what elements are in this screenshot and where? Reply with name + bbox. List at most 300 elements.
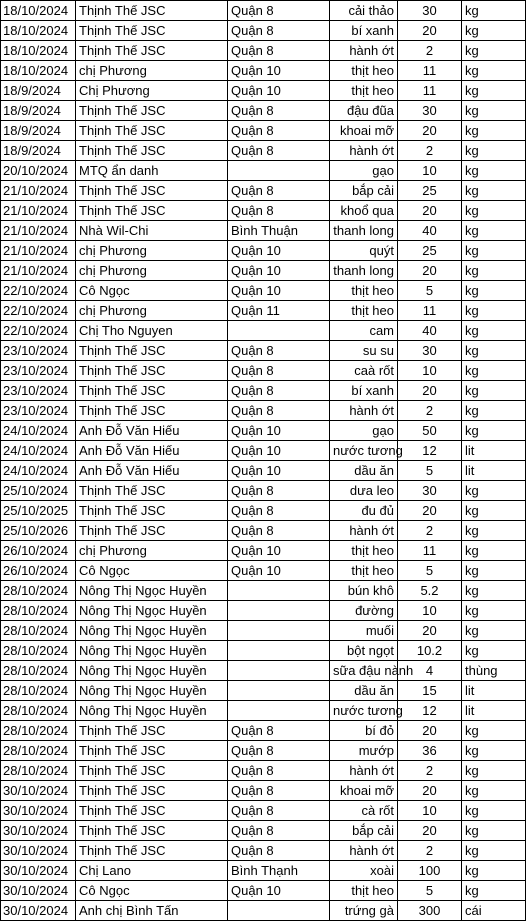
cell-quantity[interactable]: 2 [398, 841, 462, 861]
cell-unit[interactable]: kg [462, 261, 526, 281]
cell-quantity[interactable]: 2 [398, 761, 462, 781]
cell-item[interactable]: hành ớt [330, 401, 398, 421]
cell-district[interactable]: Quận 10 [228, 241, 330, 261]
cell-date[interactable]: 18/10/2024 [1, 1, 76, 21]
cell-item[interactable]: bí đỏ [330, 721, 398, 741]
cell-quantity[interactable]: 5 [398, 281, 462, 301]
cell-unit[interactable]: kg [462, 121, 526, 141]
cell-date[interactable]: 23/10/2024 [1, 381, 76, 401]
table-row [1, 261, 526, 281]
cell-donor[interactable]: Anh Đỗ Văn Hiếu [76, 421, 228, 441]
cell-district[interactable]: Quận 10 [228, 421, 330, 441]
cell-district[interactable] [228, 641, 330, 661]
cell-date[interactable]: 22/10/2024 [1, 321, 76, 341]
cell-donor[interactable]: Thịnh Thế JSC [76, 721, 228, 741]
cell-quantity[interactable]: 20 [398, 721, 462, 741]
cell-item[interactable]: su su [330, 341, 398, 361]
cell-quantity[interactable]: 2 [398, 401, 462, 421]
cell-donor[interactable]: Chị Phương [76, 81, 228, 101]
cell-district[interactable]: Quận 8 [228, 1, 330, 21]
cell-quantity[interactable]: 300 [398, 901, 462, 921]
cell-unit[interactable]: kg [462, 301, 526, 321]
cell-item[interactable]: mướp [330, 741, 398, 761]
cell-donor[interactable]: Thịnh Thế JSC [76, 41, 228, 61]
cell-item[interactable]: bột ngọt [330, 641, 398, 661]
cell-item[interactable]: gạo [330, 421, 398, 441]
cell-unit[interactable]: lit [462, 441, 526, 461]
cell-unit[interactable]: kg [462, 881, 526, 901]
cell-item[interactable]: gạo [330, 161, 398, 181]
cell-item[interactable]: khoai mỡ [330, 121, 398, 141]
cell-unit[interactable]: kg [462, 101, 526, 121]
cell-date[interactable]: 18/9/2024 [1, 141, 76, 161]
cell-item[interactable]: đường [330, 601, 398, 621]
cell-date[interactable]: 28/10/2024 [1, 621, 76, 641]
cell-quantity[interactable]: 11 [398, 61, 462, 81]
cell-unit[interactable]: kg [462, 761, 526, 781]
cell-unit[interactable]: kg [462, 541, 526, 561]
cell-district[interactable] [228, 321, 330, 341]
cell-donor[interactable]: chị Phương [76, 541, 228, 561]
cell-district[interactable]: Quận 8 [228, 21, 330, 41]
cell-district[interactable]: Quận 10 [228, 881, 330, 901]
table-row [1, 221, 526, 241]
cell-unit[interactable]: kg [462, 721, 526, 741]
cell-item[interactable]: thịt heo [330, 301, 398, 321]
cell-unit[interactable]: kg [462, 581, 526, 601]
cell-quantity[interactable]: 4 [398, 661, 462, 681]
table-row [1, 801, 526, 821]
cell-date[interactable]: 24/10/2024 [1, 421, 76, 441]
cell-district[interactable]: Quận 8 [228, 781, 330, 801]
cell-unit[interactable]: kg [462, 381, 526, 401]
cell-quantity[interactable]: 20 [398, 781, 462, 801]
cell-date[interactable]: 20/10/2024 [1, 161, 76, 181]
cell-item[interactable]: hành ớt [330, 761, 398, 781]
cell-unit[interactable]: kg [462, 861, 526, 881]
cell-district[interactable]: Quận 8 [228, 41, 330, 61]
cell-item[interactable]: dưa leo [330, 481, 398, 501]
cell-item[interactable]: cam [330, 321, 398, 341]
table-row [1, 1, 526, 21]
cell-donor[interactable]: Thịnh Thế JSC [76, 821, 228, 841]
cell-quantity[interactable]: 25 [398, 181, 462, 201]
cell-donor[interactable]: Thịnh Thế JSC [76, 841, 228, 861]
cell-district[interactable]: Quận 10 [228, 541, 330, 561]
cell-date[interactable]: 25/10/2026 [1, 521, 76, 541]
cell-item[interactable]: nước tương [330, 441, 398, 461]
cell-unit[interactable]: kg [462, 501, 526, 521]
cell-item[interactable]: bí xanh [330, 21, 398, 41]
cell-unit[interactable]: lit [462, 701, 526, 721]
cell-quantity[interactable]: 5 [398, 561, 462, 581]
cell-donor[interactable]: Thịnh Thế JSC [76, 201, 228, 221]
cell-unit[interactable]: kg [462, 41, 526, 61]
cell-date[interactable]: 30/10/2024 [1, 801, 76, 821]
cell-quantity[interactable]: 11 [398, 301, 462, 321]
cell-quantity[interactable]: 12 [398, 441, 462, 461]
cell-item[interactable]: quýt [330, 241, 398, 261]
table-row [1, 521, 526, 541]
cell-item[interactable]: hành ớt [330, 41, 398, 61]
cell-date[interactable]: 30/10/2024 [1, 781, 76, 801]
cell-quantity[interactable]: 2 [398, 41, 462, 61]
cell-date[interactable]: 21/10/2024 [1, 221, 76, 241]
cell-donor[interactable]: Nông Thị Ngọc Huyền [76, 681, 228, 701]
cell-unit[interactable]: kg [462, 281, 526, 301]
cell-item[interactable]: dầu ăn [330, 681, 398, 701]
cell-donor[interactable]: Cô Ngọc [76, 281, 228, 301]
cell-unit[interactable]: kg [462, 781, 526, 801]
table-row [1, 201, 526, 221]
cell-item[interactable]: muối [330, 621, 398, 641]
table-row [1, 401, 526, 421]
cell-date[interactable]: 18/9/2024 [1, 81, 76, 101]
cell-date[interactable]: 21/10/2024 [1, 261, 76, 281]
cell-unit[interactable]: kg [462, 21, 526, 41]
cell-quantity[interactable]: 20 [398, 821, 462, 841]
cell-quantity[interactable]: 5 [398, 461, 462, 481]
table-body [1, 1, 526, 921]
cell-item[interactable]: caà rốt [330, 361, 398, 381]
cell-donor[interactable]: Anh chị Bình Tấn [76, 901, 228, 921]
cell-item[interactable]: sữa đậu nành [330, 661, 398, 681]
cell-item[interactable]: bún khô [330, 581, 398, 601]
cell-unit[interactable]: kg [462, 221, 526, 241]
cell-date[interactable]: 30/10/2024 [1, 821, 76, 841]
cell-date[interactable]: 22/10/2024 [1, 301, 76, 321]
cell-donor[interactable]: Chị Lano [76, 861, 228, 881]
table-row [1, 481, 526, 501]
cell-unit[interactable]: kg [462, 401, 526, 421]
cell-item[interactable]: xoài [330, 861, 398, 881]
table-row [1, 101, 526, 121]
cell-district[interactable]: Quận 10 [228, 281, 330, 301]
cell-unit[interactable]: kg [462, 81, 526, 101]
cell-donor[interactable]: Thịnh Thế JSC [76, 401, 228, 421]
cell-quantity[interactable]: 40 [398, 321, 462, 341]
cell-quantity[interactable]: 50 [398, 421, 462, 441]
cell-unit[interactable]: kg [462, 601, 526, 621]
cell-date[interactable]: 28/10/2024 [1, 761, 76, 781]
cell-item[interactable]: thanh long [330, 261, 398, 281]
cell-district[interactable]: Quận 10 [228, 81, 330, 101]
table-row [1, 641, 526, 661]
cell-donor[interactable]: Nông Thị Ngọc Huyền [76, 621, 228, 641]
cell-date[interactable]: 28/10/2024 [1, 641, 76, 661]
cell-quantity[interactable]: 10 [398, 361, 462, 381]
table-row [1, 341, 526, 361]
cell-donor[interactable]: Thịnh Thế JSC [76, 121, 228, 141]
cell-quantity[interactable]: 10 [398, 161, 462, 181]
cell-unit[interactable]: kg [462, 181, 526, 201]
cell-donor[interactable]: Thịnh Thế JSC [76, 741, 228, 761]
cell-district[interactable] [228, 601, 330, 621]
cell-donor[interactable]: Nông Thị Ngọc Huyền [76, 701, 228, 721]
cell-date[interactable]: 30/10/2024 [1, 881, 76, 901]
cell-date[interactable]: 28/10/2024 [1, 681, 76, 701]
cell-district[interactable]: Quận 8 [228, 201, 330, 221]
cell-date[interactable]: 30/10/2024 [1, 841, 76, 861]
cell-unit[interactable]: kg [462, 201, 526, 221]
cell-district[interactable]: Quận 8 [228, 101, 330, 121]
cell-item[interactable]: thịt heo [330, 881, 398, 901]
cell-quantity[interactable]: 10.2 [398, 641, 462, 661]
cell-unit[interactable]: kg [462, 141, 526, 161]
cell-district[interactable]: Quận 10 [228, 261, 330, 281]
cell-date[interactable]: 23/10/2024 [1, 361, 76, 381]
cell-unit[interactable]: kg [462, 621, 526, 641]
cell-quantity[interactable]: 2 [398, 141, 462, 161]
cell-unit[interactable]: kg [462, 521, 526, 541]
cell-item[interactable]: cà rốt [330, 801, 398, 821]
cell-date[interactable]: 23/10/2024 [1, 341, 76, 361]
cell-unit[interactable]: kg [462, 321, 526, 341]
cell-item[interactable]: thanh long [330, 221, 398, 241]
cell-item[interactable]: nước tương [330, 701, 398, 721]
cell-donor[interactable]: Thịnh Thế JSC [76, 801, 228, 821]
cell-quantity[interactable]: 20 [398, 21, 462, 41]
cell-quantity[interactable]: 30 [398, 481, 462, 501]
cell-unit[interactable]: kg [462, 161, 526, 181]
cell-date[interactable]: 21/10/2024 [1, 181, 76, 201]
cell-district[interactable] [228, 621, 330, 641]
cell-district[interactable]: Quận 10 [228, 461, 330, 481]
cell-donor[interactable]: Thịnh Thế JSC [76, 341, 228, 361]
cell-unit[interactable]: lit [462, 681, 526, 701]
cell-date[interactable]: 25/10/2025 [1, 501, 76, 521]
cell-quantity[interactable]: 30 [398, 341, 462, 361]
cell-item[interactable]: thịt heo [330, 541, 398, 561]
cell-date[interactable]: 24/10/2024 [1, 441, 76, 461]
cell-donor[interactable]: Thịnh Thế JSC [76, 381, 228, 401]
cell-date[interactable]: 30/10/2024 [1, 861, 76, 881]
cell-unit[interactable]: kg [462, 561, 526, 581]
cell-quantity[interactable]: 20 [398, 381, 462, 401]
cell-quantity[interactable]: 11 [398, 81, 462, 101]
cell-district[interactable]: Bình Thạnh [228, 861, 330, 881]
cell-donor[interactable]: chị Phương [76, 61, 228, 81]
cell-district[interactable]: Quận 8 [228, 121, 330, 141]
cell-unit[interactable]: kg [462, 241, 526, 261]
cell-quantity[interactable]: 20 [398, 121, 462, 141]
cell-item[interactable]: thịt heo [330, 561, 398, 581]
cell-donor[interactable]: Nhà Wil-Chi [76, 221, 228, 241]
cell-donor[interactable]: Cô Ngọc [76, 881, 228, 901]
cell-item[interactable]: thịt heo [330, 61, 398, 81]
cell-date[interactable]: 22/10/2024 [1, 281, 76, 301]
cell-district[interactable]: Quận 8 [228, 381, 330, 401]
cell-unit[interactable]: lit [462, 461, 526, 481]
cell-date[interactable]: 25/10/2024 [1, 481, 76, 501]
cell-donor[interactable]: Chị Tho Nguyen [76, 321, 228, 341]
cell-date[interactable]: 18/10/2024 [1, 21, 76, 41]
cell-district[interactable]: Quận 8 [228, 501, 330, 521]
cell-quantity[interactable]: 15 [398, 681, 462, 701]
cell-quantity[interactable]: 30 [398, 101, 462, 121]
cell-unit[interactable]: kg [462, 421, 526, 441]
cell-donor[interactable]: Thịnh Thế JSC [76, 181, 228, 201]
cell-district[interactable]: Quận 8 [228, 741, 330, 761]
cell-item[interactable]: bí xanh [330, 381, 398, 401]
cell-quantity[interactable]: 5 [398, 881, 462, 901]
cell-quantity[interactable]: 25 [398, 241, 462, 261]
cell-date[interactable]: 18/9/2024 [1, 101, 76, 121]
cell-district[interactable] [228, 701, 330, 721]
cell-item[interactable]: cải thảo [330, 1, 398, 21]
cell-item[interactable]: bắp cải [330, 821, 398, 841]
cell-quantity[interactable]: 100 [398, 861, 462, 881]
cell-date[interactable]: 28/10/2024 [1, 601, 76, 621]
cell-donor[interactable]: Thịnh Thế JSC [76, 21, 228, 41]
table-row [1, 561, 526, 581]
cell-donor[interactable]: Thịnh Thế JSC [76, 781, 228, 801]
cell-date[interactable]: 21/10/2024 [1, 241, 76, 261]
cell-item[interactable]: khoai mỡ [330, 781, 398, 801]
cell-item[interactable]: đu đủ [330, 501, 398, 521]
cell-unit[interactable]: thùng [462, 661, 526, 681]
cell-item[interactable]: đậu đũa [330, 101, 398, 121]
cell-unit[interactable]: kg [462, 741, 526, 761]
table-row [1, 901, 526, 921]
cell-district[interactable]: Quận 8 [228, 481, 330, 501]
cell-unit[interactable]: kg [462, 821, 526, 841]
cell-date[interactable]: 18/10/2024 [1, 41, 76, 61]
cell-quantity[interactable]: 20 [398, 201, 462, 221]
cell-district[interactable]: Quận 8 [228, 401, 330, 421]
cell-donor[interactable]: Thịnh Thế JSC [76, 101, 228, 121]
cell-quantity[interactable]: 12 [398, 701, 462, 721]
table-row [1, 541, 526, 561]
cell-quantity[interactable]: 20 [398, 261, 462, 281]
cell-donor[interactable]: MTQ ẩn danh [76, 161, 228, 181]
cell-donor[interactable]: chị Phương [76, 261, 228, 281]
cell-donor[interactable]: Nông Thị Ngọc Huyền [76, 661, 228, 681]
cell-item[interactable]: hành ớt [330, 521, 398, 541]
cell-quantity[interactable]: 40 [398, 221, 462, 241]
cell-date[interactable]: 28/10/2024 [1, 721, 76, 741]
cell-quantity[interactable]: 11 [398, 541, 462, 561]
cell-date[interactable]: 28/10/2024 [1, 581, 76, 601]
cell-district[interactable] [228, 581, 330, 601]
table-row [1, 681, 526, 701]
cell-donor[interactable]: Anh Đỗ Văn Hiếu [76, 441, 228, 461]
cell-date[interactable]: 18/9/2024 [1, 121, 76, 141]
cell-donor[interactable]: Cô Ngọc [76, 561, 228, 581]
cell-district[interactable]: Quận 8 [228, 141, 330, 161]
cell-district[interactable]: Quận 8 [228, 181, 330, 201]
cell-district[interactable]: Quận 11 [228, 301, 330, 321]
cell-district[interactable]: Bình Thuận [228, 221, 330, 241]
cell-item[interactable]: bắp cải [330, 181, 398, 201]
cell-donor[interactable]: Thịnh Thế JSC [76, 481, 228, 501]
table-row [1, 761, 526, 781]
cell-item[interactable]: khoổ qua [330, 201, 398, 221]
cell-district[interactable]: Quận 10 [228, 561, 330, 581]
cell-date[interactable]: 24/10/2024 [1, 461, 76, 481]
table-row [1, 441, 526, 461]
cell-district[interactable]: Quận 8 [228, 521, 330, 541]
cell-district[interactable]: Quận 8 [228, 841, 330, 861]
cell-donor[interactable]: Thịnh Thế JSC [76, 141, 228, 161]
cell-date[interactable]: 26/10/2024 [1, 561, 76, 581]
cell-district[interactable]: Quận 8 [228, 361, 330, 381]
cell-unit[interactable]: kg [462, 841, 526, 861]
cell-donor[interactable]: Nông Thị Ngọc Huyền [76, 601, 228, 621]
cell-quantity[interactable]: 36 [398, 741, 462, 761]
cell-date[interactable]: 18/10/2024 [1, 61, 76, 81]
cell-unit[interactable]: kg [462, 341, 526, 361]
cell-quantity[interactable]: 5.2 [398, 581, 462, 601]
cell-district[interactable]: Quận 10 [228, 441, 330, 461]
cell-item[interactable]: hành ớt [330, 841, 398, 861]
cell-donor[interactable]: Nông Thị Ngọc Huyền [76, 641, 228, 661]
cell-item[interactable]: trứng gà [330, 901, 398, 921]
cell-donor[interactable]: Nông Thị Ngọc Huyền [76, 581, 228, 601]
cell-district[interactable]: Quận 8 [228, 801, 330, 821]
cell-unit[interactable]: kg [462, 481, 526, 501]
cell-district[interactable]: Quận 8 [228, 821, 330, 841]
cell-date[interactable]: 21/10/2024 [1, 201, 76, 221]
cell-district[interactable]: Quận 8 [228, 721, 330, 741]
cell-unit[interactable]: kg [462, 641, 526, 661]
table-row [1, 841, 526, 861]
cell-unit[interactable]: kg [462, 61, 526, 81]
cell-district[interactable]: Quận 10 [228, 61, 330, 81]
cell-item[interactable]: thịt heo [330, 281, 398, 301]
table-row [1, 21, 526, 41]
cell-donor[interactable]: Thịnh Thế JSC [76, 1, 228, 21]
cell-district[interactable]: Quận 8 [228, 341, 330, 361]
cell-date[interactable]: 28/10/2024 [1, 661, 76, 681]
cell-date[interactable]: 28/10/2024 [1, 741, 76, 761]
cell-quantity[interactable]: 10 [398, 801, 462, 821]
cell-unit[interactable]: cái [462, 901, 526, 921]
cell-unit[interactable]: kg [462, 801, 526, 821]
cell-date[interactable]: 28/10/2024 [1, 701, 76, 721]
cell-district[interactable] [228, 901, 330, 921]
cell-donor[interactable]: Thịnh Thế JSC [76, 361, 228, 381]
cell-donor[interactable]: Thịnh Thế JSC [76, 501, 228, 521]
cell-donor[interactable]: Thịnh Thế JSC [76, 521, 228, 541]
cell-quantity[interactable]: 30 [398, 1, 462, 21]
cell-date[interactable]: 30/10/2024 [1, 901, 76, 921]
cell-quantity[interactable]: 20 [398, 621, 462, 641]
cell-donor[interactable]: chị Phương [76, 301, 228, 321]
cell-quantity[interactable]: 2 [398, 521, 462, 541]
cell-item[interactable]: hành ớt [330, 141, 398, 161]
cell-unit[interactable]: kg [462, 361, 526, 381]
cell-quantity[interactable]: 20 [398, 501, 462, 521]
cell-quantity[interactable]: 10 [398, 601, 462, 621]
table-row [1, 601, 526, 621]
cell-district[interactable] [228, 661, 330, 681]
cell-unit[interactable]: kg [462, 1, 526, 21]
cell-item[interactable]: dầu ăn [330, 461, 398, 481]
cell-item[interactable]: thịt heo [330, 81, 398, 101]
table-row [1, 501, 526, 521]
cell-district[interactable]: Quận 8 [228, 761, 330, 781]
cell-date[interactable]: 26/10/2024 [1, 541, 76, 561]
table-row [1, 181, 526, 201]
cell-date[interactable]: 23/10/2024 [1, 401, 76, 421]
table-row [1, 421, 526, 441]
cell-donor[interactable]: chị Phương [76, 241, 228, 261]
cell-donor[interactable]: Thịnh Thế JSC [76, 761, 228, 781]
cell-district[interactable] [228, 161, 330, 181]
cell-district[interactable] [228, 681, 330, 701]
cell-donor[interactable]: Anh Đỗ Văn Hiếu [76, 461, 228, 481]
